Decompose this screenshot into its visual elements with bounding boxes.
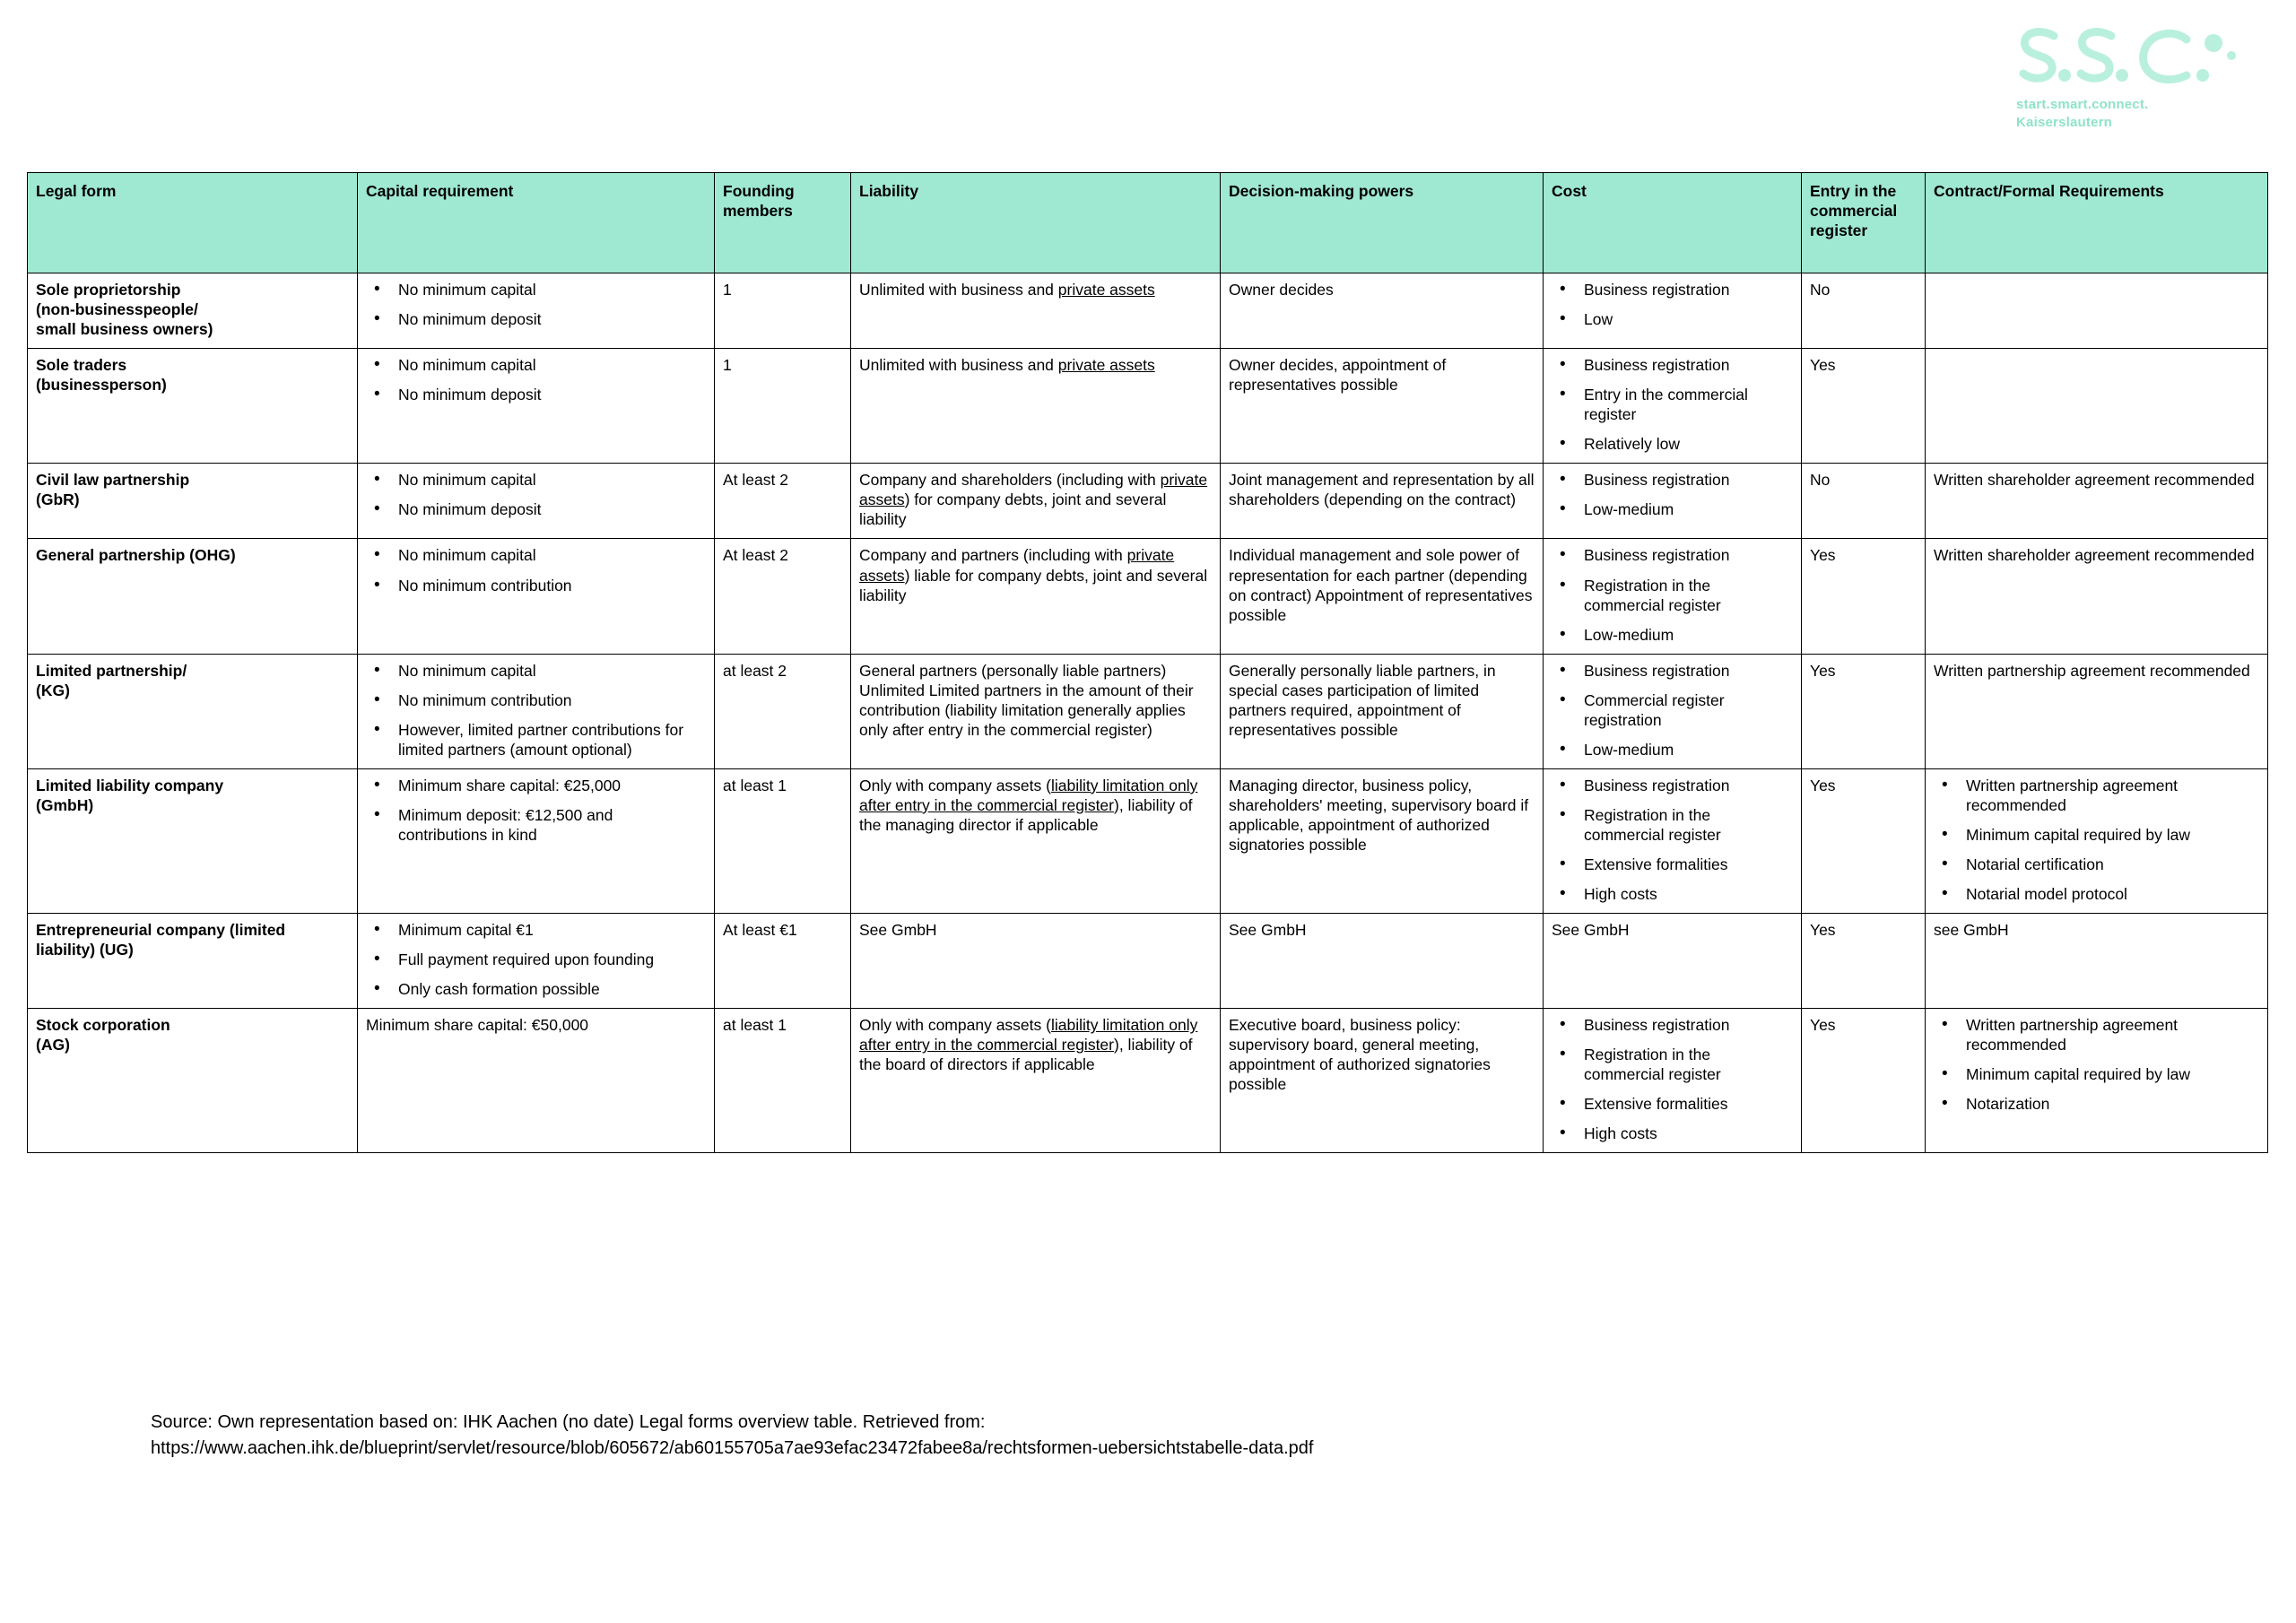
- list-item: • Minimum deposit: €12,500 and contributions in kind: [366, 805, 706, 845]
- list-item: • No minimum deposit: [366, 499, 706, 519]
- cell-decision-making-powers: Executive board, business policy: supervisory board, general meeting, appointment of authorized signatories possible: [1221, 1009, 1544, 1153]
- legal-form-line: General partnership (OHG): [36, 546, 236, 565]
- list-item: • Business registration: [1552, 355, 1793, 375]
- list-item: • Written partnership agreement recommended: [1934, 1015, 2259, 1055]
- list-item: • Registration in the commercial register: [1552, 576, 1793, 615]
- list-item: • Minimum capital €1: [366, 920, 706, 940]
- capital-list: [366, 280, 706, 329]
- list-item: • High costs: [1552, 1124, 1793, 1143]
- list-item: • No minimum deposit: [366, 385, 706, 404]
- legal-form-line: (GbR): [36, 490, 80, 509]
- cell-founding-members: At least 2: [715, 539, 851, 654]
- cell-decision-making-powers: Generally personally liable partners, in special cases participation of limited partners required, appointment of representatives possible: [1221, 654, 1544, 768]
- legal-form-line: (AG): [36, 1036, 70, 1055]
- legal-form-line: (KG): [36, 681, 70, 699]
- list-item: • Notarial certification: [1934, 855, 2259, 874]
- column-header-decision-making-powers: Decision-making powers: [1221, 173, 1544, 273]
- cell-capital-requirement: [358, 914, 715, 1009]
- cell-liability: Unlimited with business and private assets: [851, 349, 1221, 464]
- cost-list: [1552, 776, 1793, 904]
- cell-decision-making-powers: Owner decides: [1221, 273, 1544, 349]
- cell-legal-form: [28, 464, 358, 539]
- cell-founding-members: at least 1: [715, 1009, 851, 1153]
- list-item: • Minimum capital required by law: [1934, 1064, 2259, 1084]
- list-item: • Business registration: [1552, 545, 1793, 565]
- list-item: • Registration in the commercial register: [1552, 1045, 1793, 1084]
- list-item: • Low-medium: [1552, 625, 1793, 645]
- cost-list: [1552, 355, 1793, 454]
- cost-text: See GmbH: [1552, 921, 1630, 940]
- legal-form-line: Limited liability company: [36, 776, 224, 794]
- capital-list: [366, 545, 706, 595]
- contract-text: Written shareholder agreement recommended: [1934, 546, 2255, 565]
- list-item: • However, limited partner contributions for limited partners (amount optional): [366, 720, 706, 759]
- cell-legal-form: [28, 349, 358, 464]
- cell-cost: [1544, 914, 1802, 1009]
- logo-tagline: [2011, 96, 2244, 133]
- cell-legal-form: [28, 768, 358, 913]
- list-item: • Notarial model protocol: [1934, 884, 2259, 904]
- cell-contract-requirements: [1926, 539, 2268, 654]
- capital-list: [366, 355, 706, 404]
- cell-contract-requirements: [1926, 768, 2268, 913]
- cell-founding-members: at least 1: [715, 768, 851, 913]
- list-item: • Notarization: [1934, 1094, 2259, 1114]
- legal-form-line: Limited partnership/: [36, 661, 187, 680]
- list-item: • Full payment required upon founding: [366, 950, 706, 969]
- logo-tagline-line2: Kaiserslautern: [2016, 115, 2113, 131]
- column-header-capital-requirement: Capital requirement: [358, 173, 715, 273]
- table-row: [28, 654, 2268, 768]
- cell-capital-requirement: [358, 349, 715, 464]
- cell-cost: [1544, 464, 1802, 539]
- legal-form-line: (businessperson): [36, 376, 167, 395]
- list-item: • High costs: [1552, 884, 1793, 904]
- cell-contract-requirements: [1926, 273, 2268, 349]
- logo: [2011, 16, 2244, 133]
- table-body: [28, 273, 2268, 1153]
- column-header-legal-form: Legal form: [28, 173, 358, 273]
- cell-capital-requirement: [358, 654, 715, 768]
- column-header-entry-commercial-register: Entry in the commercial register: [1802, 173, 1926, 273]
- list-item: • No minimum contribution: [366, 576, 706, 595]
- legal-form-line: (GmbH): [36, 795, 94, 814]
- list-item: • Only cash formation possible: [366, 979, 706, 999]
- cell-register-entry: Yes: [1802, 349, 1926, 464]
- cell-register-entry: Yes: [1802, 654, 1926, 768]
- cell-contract-requirements: [1926, 349, 2268, 464]
- cell-cost: [1544, 654, 1802, 768]
- cell-capital-requirement: [358, 273, 715, 349]
- cell-decision-making-powers: Individual management and sole power of representation for each partner (depending on contract) Appointment of representatives possible: [1221, 539, 1544, 654]
- cell-contract-requirements: [1926, 1009, 2268, 1153]
- cell-capital-requirement: [358, 1009, 715, 1153]
- logo-tagline-line1: start.smart.connect.: [2016, 97, 2149, 112]
- cell-register-entry: No: [1802, 273, 1926, 349]
- list-item: • Business registration: [1552, 470, 1793, 490]
- list-item: • No minimum capital: [366, 280, 706, 299]
- list-item: • Low-medium: [1552, 740, 1793, 759]
- list-item: • Extensive formalities: [1552, 855, 1793, 874]
- capital-text: Minimum share capital: €50,000: [366, 1016, 589, 1035]
- cell-founding-members: At least 2: [715, 464, 851, 539]
- cost-list: [1552, 1015, 1793, 1143]
- list-item: • No minimum capital: [366, 470, 706, 490]
- legal-forms-table-wrapper: [27, 172, 2267, 1153]
- cell-decision-making-powers: Joint management and representation by all shareholders (depending on the contract): [1221, 464, 1544, 539]
- cell-register-entry: Yes: [1802, 768, 1926, 913]
- list-item: • No minimum contribution: [366, 690, 706, 710]
- cell-cost: [1544, 768, 1802, 913]
- cell-register-entry: No: [1802, 464, 1926, 539]
- contract-text: see GmbH: [1934, 921, 2009, 940]
- cell-contract-requirements: [1926, 464, 2268, 539]
- cell-legal-form: [28, 1009, 358, 1153]
- cost-list: [1552, 470, 1793, 519]
- cell-liability: Unlimited with business and private assets: [851, 273, 1221, 349]
- list-item: • Low-medium: [1552, 499, 1793, 519]
- capital-list: [366, 920, 706, 999]
- ssc-logo-icon: [2011, 16, 2239, 101]
- cost-list: [1552, 280, 1793, 329]
- list-item: • No minimum capital: [366, 355, 706, 375]
- contract-list: [1934, 776, 2259, 904]
- list-item: • Minimum share capital: €25,000: [366, 776, 706, 795]
- cell-contract-requirements: [1926, 914, 2268, 1009]
- cell-founding-members: At least €1: [715, 914, 851, 1009]
- legal-form-line: (non-businesspeople/: [36, 300, 198, 319]
- table-header-row: [28, 173, 2268, 273]
- legal-form-line: Entrepreneurial company (limited liability) (UG): [36, 921, 286, 959]
- cell-register-entry: Yes: [1802, 1009, 1926, 1153]
- cell-liability: Company and partners (including with private assets) liable for company debts, joint and several liability: [851, 539, 1221, 654]
- table-row: [28, 349, 2268, 464]
- list-item: • Minimum capital required by law: [1934, 825, 2259, 845]
- table-row: [28, 273, 2268, 349]
- legal-form-line: Civil law partnership: [36, 471, 190, 490]
- list-item: • Business registration: [1552, 661, 1793, 681]
- cell-cost: [1544, 273, 1802, 349]
- cell-capital-requirement: [358, 539, 715, 654]
- cell-cost: [1544, 349, 1802, 464]
- cell-decision-making-powers: See GmbH: [1221, 914, 1544, 1009]
- cell-cost: [1544, 539, 1802, 654]
- cell-liability: Only with company assets (liability limitation only after entry in the commercial register), liability of the managing director if applicable: [851, 768, 1221, 913]
- column-header-cost: Cost: [1544, 173, 1802, 273]
- cell-register-entry: Yes: [1802, 914, 1926, 1009]
- capital-list: [366, 776, 706, 845]
- list-item: • Written partnership agreement recommended: [1934, 776, 2259, 815]
- cell-contract-requirements: [1926, 654, 2268, 768]
- list-item: • Registration in the commercial register: [1552, 805, 1793, 845]
- cell-legal-form: [28, 273, 358, 349]
- cell-liability: Company and shareholders (including with private assets) for company debts, joint and several liability: [851, 464, 1221, 539]
- list-item: • Extensive formalities: [1552, 1094, 1793, 1114]
- list-item: • Business registration: [1552, 776, 1793, 795]
- cell-founding-members: at least 2: [715, 654, 851, 768]
- cell-capital-requirement: [358, 464, 715, 539]
- table-row: [28, 1009, 2268, 1153]
- cell-cost: [1544, 1009, 1802, 1153]
- legal-forms-table: [27, 172, 2268, 1153]
- list-item: • No minimum deposit: [366, 309, 706, 329]
- contract-text: Written shareholder agreement recommended: [1934, 471, 2255, 490]
- list-item: • No minimum capital: [366, 661, 706, 681]
- cell-legal-form: [28, 914, 358, 1009]
- column-header-liability: Liability: [851, 173, 1221, 273]
- cell-legal-form: [28, 539, 358, 654]
- cell-liability: See GmbH: [851, 914, 1221, 1009]
- cost-list: [1552, 545, 1793, 644]
- list-item: • Business registration: [1552, 1015, 1793, 1035]
- contract-text: Written partnership agreement recommended: [1934, 661, 2250, 680]
- source-note: Source: Own representation based on: IHK Aachen (no date) Legal forms overview table. Retrieved from: https://www.aachen.ihk.de/blueprint/servlet/resource/blob/605672/ab60155705a7ae93efac23472fabee8a/rechtsformen-uebersichtstabelle-data.pdf: [151, 1412, 1314, 1458]
- cell-liability: General partners (personally liable partners) Unlimited Limited partners in the amount of their contribution (liability limitation generally applies only after entry in the commercial register): [851, 654, 1221, 768]
- cell-decision-making-powers: Owner decides, appointment of representatives possible: [1221, 349, 1544, 464]
- cell-register-entry: Yes: [1802, 539, 1926, 654]
- list-item: • Entry in the commercial register: [1552, 385, 1793, 424]
- table-row: [28, 768, 2268, 913]
- legal-form-line: Stock corporation: [36, 1016, 170, 1035]
- capital-list: [366, 470, 706, 519]
- list-item: • No minimum capital: [366, 545, 706, 565]
- legal-form-line: Sole proprietorship: [36, 281, 181, 299]
- list-item: • Business registration: [1552, 280, 1793, 299]
- column-header-contract-formal-requirements: Contract/Formal Requirements: [1926, 173, 2268, 273]
- cell-founding-members: 1: [715, 273, 851, 349]
- list-item: • Relatively low: [1552, 434, 1793, 454]
- cell-decision-making-powers: Managing director, business policy, shareholders' meeting, supervisory board if applicable, appointment of authorized signatories possible: [1221, 768, 1544, 913]
- cell-liability: Only with company assets (liability limitation only after entry in the commercial register), liability of the board of directors if applicable: [851, 1009, 1221, 1153]
- contract-list: [1934, 1015, 2259, 1114]
- column-header-founding-members: Founding members: [715, 173, 851, 273]
- capital-list: [366, 661, 706, 759]
- cell-legal-form: [28, 654, 358, 768]
- list-item: • Low: [1552, 309, 1793, 329]
- cost-list: [1552, 661, 1793, 759]
- legal-form-line: small business owners): [36, 320, 213, 339]
- table-row: [28, 464, 2268, 539]
- legal-form-line: Sole traders: [36, 356, 127, 375]
- list-item: • Commercial register registration: [1552, 690, 1793, 730]
- cell-founding-members: 1: [715, 349, 851, 464]
- table-row: [28, 914, 2268, 1009]
- cell-capital-requirement: [358, 768, 715, 913]
- table-row: [28, 539, 2268, 654]
